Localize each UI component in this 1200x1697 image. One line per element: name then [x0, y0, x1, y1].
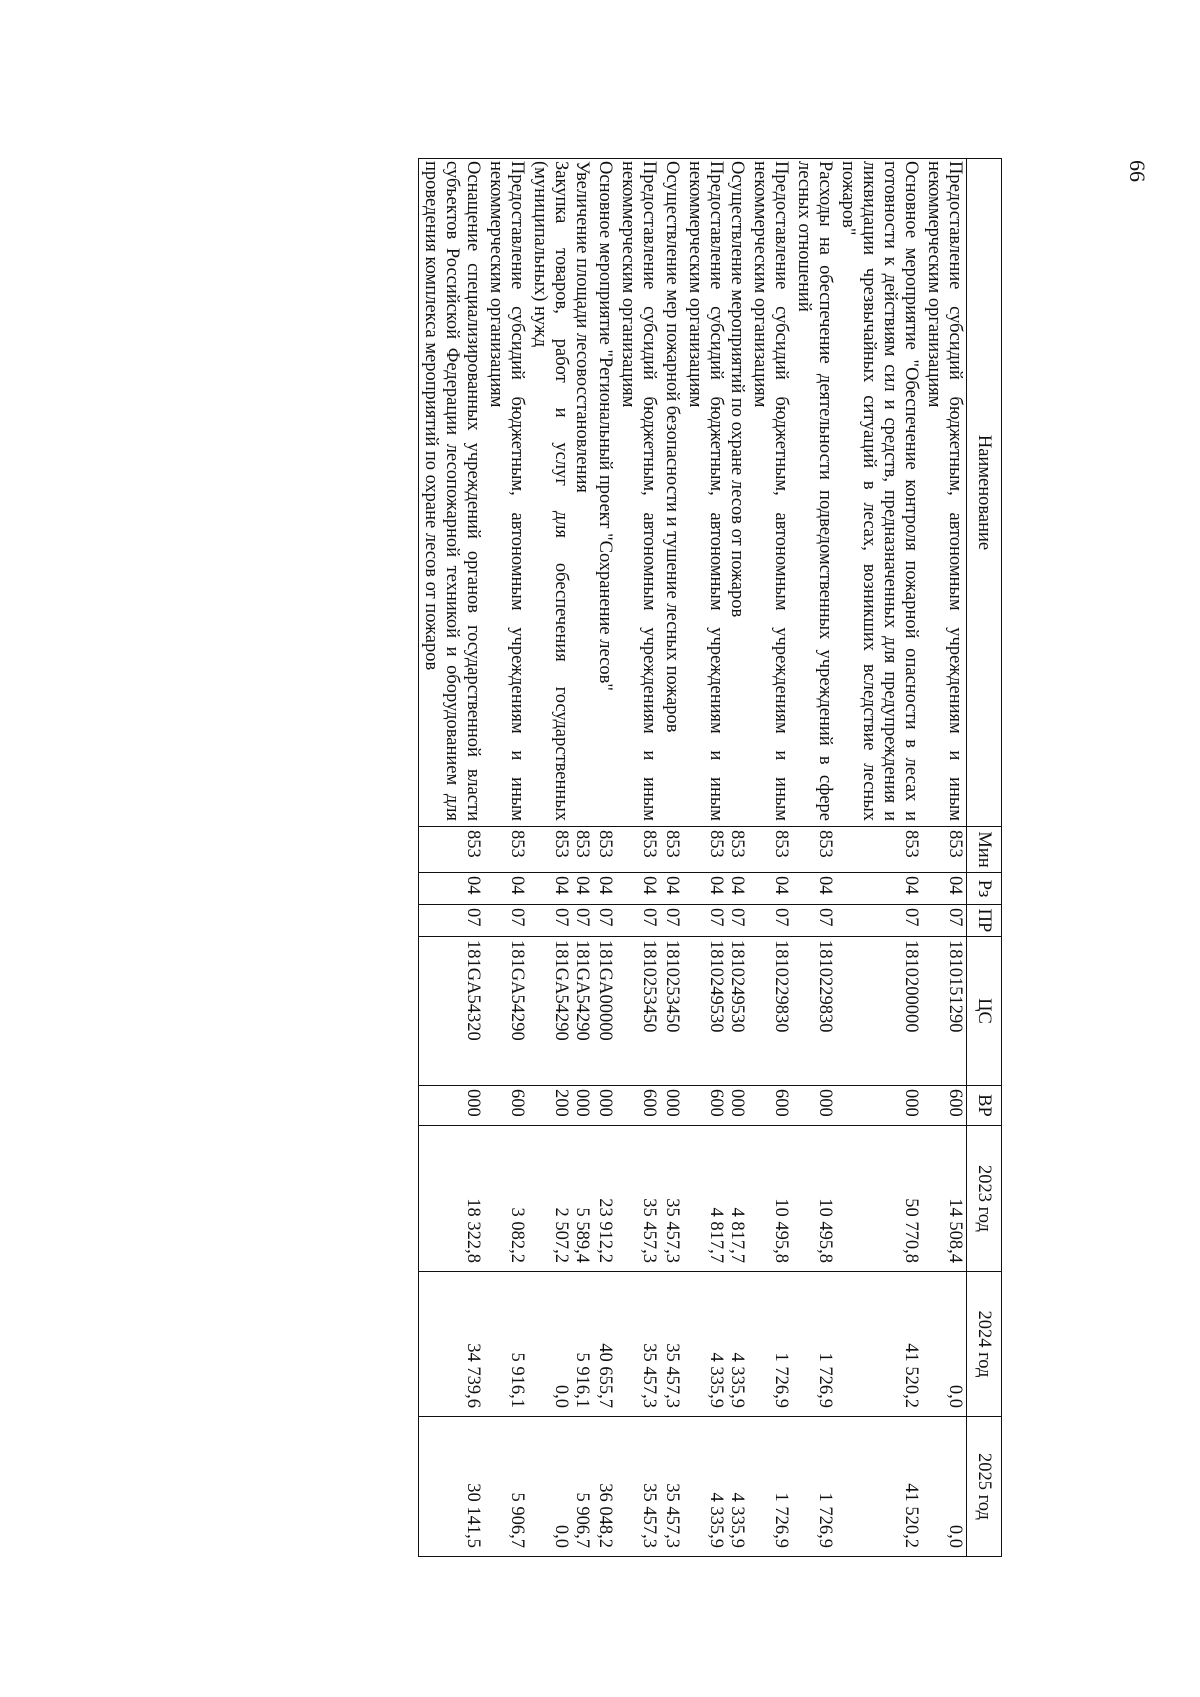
row-vr-line: 000: [572, 1089, 592, 1117]
row-vr: 600: [616, 1086, 660, 1126]
header-2023: 2023 год: [967, 1126, 1002, 1272]
row-name: Основное мероприятие "Региональный проект "Сохранение лесов": [593, 159, 616, 827]
row-min: 853: [593, 827, 616, 873]
row-2025: 35 457,3: [616, 1417, 660, 1557]
row-2024: 35 457,3: [660, 1272, 683, 1417]
table-row: [683, 159, 748, 1557]
row-2023-line: 5 589,4: [572, 1207, 592, 1263]
row-rz-line: 04: [551, 876, 571, 895]
row-rz: 04: [836, 873, 922, 905]
row-name: Предоставление субсидий бюджетным, автономным учреждениям и иным некоммерческим организациям: [616, 159, 660, 827]
row-2024: 0,0: [922, 1272, 967, 1417]
table-row: [792, 159, 836, 1557]
row-2024: 34 739,6: [419, 1272, 485, 1417]
row-2025: 35 457,3: [660, 1417, 683, 1557]
table-header-row: [967, 159, 1002, 1557]
row-rz: 04: [748, 873, 792, 905]
row-min-line: 853: [706, 830, 726, 858]
row-vr: 000: [792, 1086, 836, 1126]
row-min: 853: [836, 827, 922, 873]
table-row: [616, 159, 660, 1557]
row-2023-line: 2 507,2: [551, 1207, 571, 1263]
row-min: 853: [419, 827, 485, 873]
row-vr: 600: [922, 1086, 967, 1126]
row-2025: [528, 1417, 593, 1557]
row-2025-line: 4 335,9: [706, 1492, 726, 1548]
row-2023: 23 912,2: [593, 1126, 616, 1272]
row-2023: 18 322,8: [419, 1126, 485, 1272]
row-pr: 07: [484, 905, 528, 937]
header-min: Мин: [967, 827, 1002, 873]
row-2023-line: 4 817,7: [727, 1207, 747, 1263]
row-2025-line: 0,0: [551, 1524, 571, 1548]
row-cs: 1810253450: [616, 937, 660, 1086]
row-min: 853: [922, 827, 967, 873]
row-name-line: Осуществление мероприятий по охране лесов от пожаров: [727, 161, 747, 618]
row-2023: 50 770,8: [836, 1126, 922, 1272]
row-2024: 40 655,7: [593, 1272, 616, 1417]
row-vr: 000: [836, 1086, 922, 1126]
row-cs-line: 1810249530: [706, 940, 726, 1033]
header-vr: ВР: [967, 1086, 1002, 1126]
row-vr: 600: [484, 1086, 528, 1126]
row-pr: [683, 905, 748, 937]
row-cs: [528, 937, 593, 1086]
row-name: Оснащение специализированных учреждений органов государственной власти субъектов Российской Федерации лесопожарной техникой и оборудованием для проведения комплекса мероприятий по охране лесов от пожаров: [419, 159, 485, 827]
row-vr: [528, 1086, 593, 1126]
row-rz: 04: [616, 873, 660, 905]
row-2025: [683, 1417, 748, 1557]
row-rz: 04: [484, 873, 528, 905]
row-cs: 181GA00000: [593, 937, 616, 1086]
row-pr-line: 07: [551, 908, 571, 927]
row-pr-line: 07: [572, 908, 592, 927]
row-vr: [683, 1086, 748, 1126]
table-row: [593, 159, 616, 1557]
row-2025: 1 726,9: [792, 1417, 836, 1557]
budget-table-container: [199, 158, 1002, 1556]
row-2023: 14 508,4: [922, 1126, 967, 1272]
row-pr: 07: [748, 905, 792, 937]
row-name: Предоставление субсидий бюджетным, автономным учреждениям и иным некоммерческим организациям: [484, 159, 528, 827]
row-pr: 07: [616, 905, 660, 937]
table-row: [660, 159, 683, 1557]
row-name: Основное мероприятие "Обеспечение контроля пожарной опасности в лесах и готовности к действиям сил и средств, предназначенных для предупреждения и ликвидации чрезвычайных ситуаций в лесах, возникших вследствие лесных пожаров": [836, 159, 922, 827]
row-vr-line: 200: [551, 1089, 571, 1117]
row-vr: 600: [748, 1086, 792, 1126]
row-min: 853: [484, 827, 528, 873]
header-pr: ПР: [967, 905, 1002, 937]
row-2024: 5 916,1: [484, 1272, 528, 1417]
row-min-line: 853: [727, 830, 747, 858]
row-name: Осуществление мер пожарной безопасности и тушение лесных пожаров: [660, 159, 683, 827]
row-2023: 3 082,2: [484, 1126, 528, 1272]
row-pr: 07: [922, 905, 967, 937]
row-name: [528, 159, 593, 827]
row-vr-line: 000: [727, 1089, 747, 1117]
row-name: Расходы на обеспечение деятельности подведомственных учреждений в сфере лесных отношений: [792, 159, 836, 827]
row-name-line: Предоставление субсидий бюджетным, автономным учреждениям и иным некоммерческим организациям: [685, 161, 726, 821]
header-2025: 2025 год: [967, 1417, 1002, 1557]
row-2024-line: 4 335,9: [706, 1352, 726, 1408]
row-name: [683, 159, 748, 827]
page-number: 66: [1125, 160, 1150, 182]
row-rz-line: 04: [572, 876, 592, 895]
row-2025-line: 5 906,7: [572, 1492, 592, 1548]
table-row: [748, 159, 792, 1557]
row-rz: 04: [922, 873, 967, 905]
row-min-line: 853: [551, 830, 571, 858]
row-min-line: 853: [572, 830, 592, 858]
row-rz: 04: [419, 873, 485, 905]
budget-table: [418, 158, 1002, 1557]
row-pr: 07: [836, 905, 922, 937]
row-rz-line: 04: [727, 876, 747, 895]
row-rz: 04: [660, 873, 683, 905]
row-cs-line: 181GA54290: [572, 940, 592, 1041]
row-2024-line: 0,0: [551, 1384, 571, 1408]
row-pr-line: 07: [727, 908, 747, 927]
header-name: Наименование: [967, 159, 1002, 827]
row-rz: [528, 873, 593, 905]
row-cs: [683, 937, 748, 1086]
row-2023-line: 4 817,7: [706, 1207, 726, 1263]
table-row: [528, 159, 593, 1557]
row-pr: 07: [792, 905, 836, 937]
row-cs: 1810151290: [922, 937, 967, 1086]
row-name: Предоставление субсидий бюджетным, автономным учреждениям и иным некоммерческим организациям: [922, 159, 967, 827]
row-min: 853: [660, 827, 683, 873]
row-rz: 04: [792, 873, 836, 905]
row-vr: 000: [593, 1086, 616, 1126]
row-2024: [683, 1272, 748, 1417]
row-2023: 35 457,3: [660, 1126, 683, 1272]
header-rz: Рз: [967, 873, 1002, 905]
row-2024-line: 4 335,9: [727, 1352, 747, 1408]
row-2023: [528, 1126, 593, 1272]
header-cs: ЦС: [967, 937, 1002, 1086]
row-name-line: Увеличение площади лесовосстановления: [572, 161, 592, 493]
row-rz: 04: [593, 873, 616, 905]
row-2024: [528, 1272, 593, 1417]
row-pr: 07: [419, 905, 485, 937]
row-name-line: Закупка товаров, работ и услуг для обеспечения государственных (муниципальных) нужд: [530, 161, 571, 821]
row-2024: 1 726,9: [748, 1272, 792, 1417]
row-2024: 35 457,3: [616, 1272, 660, 1417]
row-min: 853: [616, 827, 660, 873]
row-vr: 000: [419, 1086, 485, 1126]
row-pr: 07: [593, 905, 616, 937]
row-2023: 10 495,8: [792, 1126, 836, 1272]
row-2025-line: 4 335,9: [727, 1492, 747, 1548]
row-rz-line: 04: [706, 876, 726, 895]
row-min: 853: [792, 827, 836, 873]
row-pr-line: 07: [706, 908, 726, 927]
row-rz: [683, 873, 748, 905]
row-cs: 1810253450: [660, 937, 683, 1086]
row-cs-line: 1810249530: [727, 940, 747, 1033]
table-row: [484, 159, 528, 1557]
row-min: [683, 827, 748, 873]
row-min: 853: [748, 827, 792, 873]
row-2025: 1 726,9: [748, 1417, 792, 1557]
table-row: [836, 159, 922, 1557]
row-vr-line: 600: [706, 1089, 726, 1117]
table-row: [419, 159, 485, 1557]
row-2025: 0,0: [922, 1417, 967, 1557]
row-2023: [683, 1126, 748, 1272]
row-pr: 07: [660, 905, 683, 937]
row-cs-line: 181GA54290: [551, 940, 571, 1041]
row-2023: 10 495,8: [748, 1126, 792, 1272]
header-2024: 2024 год: [967, 1272, 1002, 1417]
row-cs: 1810200000: [836, 937, 922, 1086]
row-2025: 5 906,7: [484, 1417, 528, 1557]
row-2025: 30 141,5: [419, 1417, 485, 1557]
row-cs: 1810229830: [748, 937, 792, 1086]
row-2023: 35 457,3: [616, 1126, 660, 1272]
row-2024: 41 520,2: [836, 1272, 922, 1417]
row-cs: 181GA54290: [484, 937, 528, 1086]
row-vr: 000: [660, 1086, 683, 1126]
row-2025: 36 048,2: [593, 1417, 616, 1557]
row-2024: 1 726,9: [792, 1272, 836, 1417]
row-pr: [528, 905, 593, 937]
row-min: [528, 827, 593, 873]
row-name: Предоставление субсидий бюджетным, автономным учреждениям и иным некоммерческим организациям: [748, 159, 792, 827]
row-2025: 41 520,2: [836, 1417, 922, 1557]
row-2024-line: 5 916,1: [572, 1352, 592, 1408]
row-cs: 181GA54320: [419, 937, 485, 1086]
table-row: [922, 159, 967, 1557]
row-cs: 1810229830: [792, 937, 836, 1086]
